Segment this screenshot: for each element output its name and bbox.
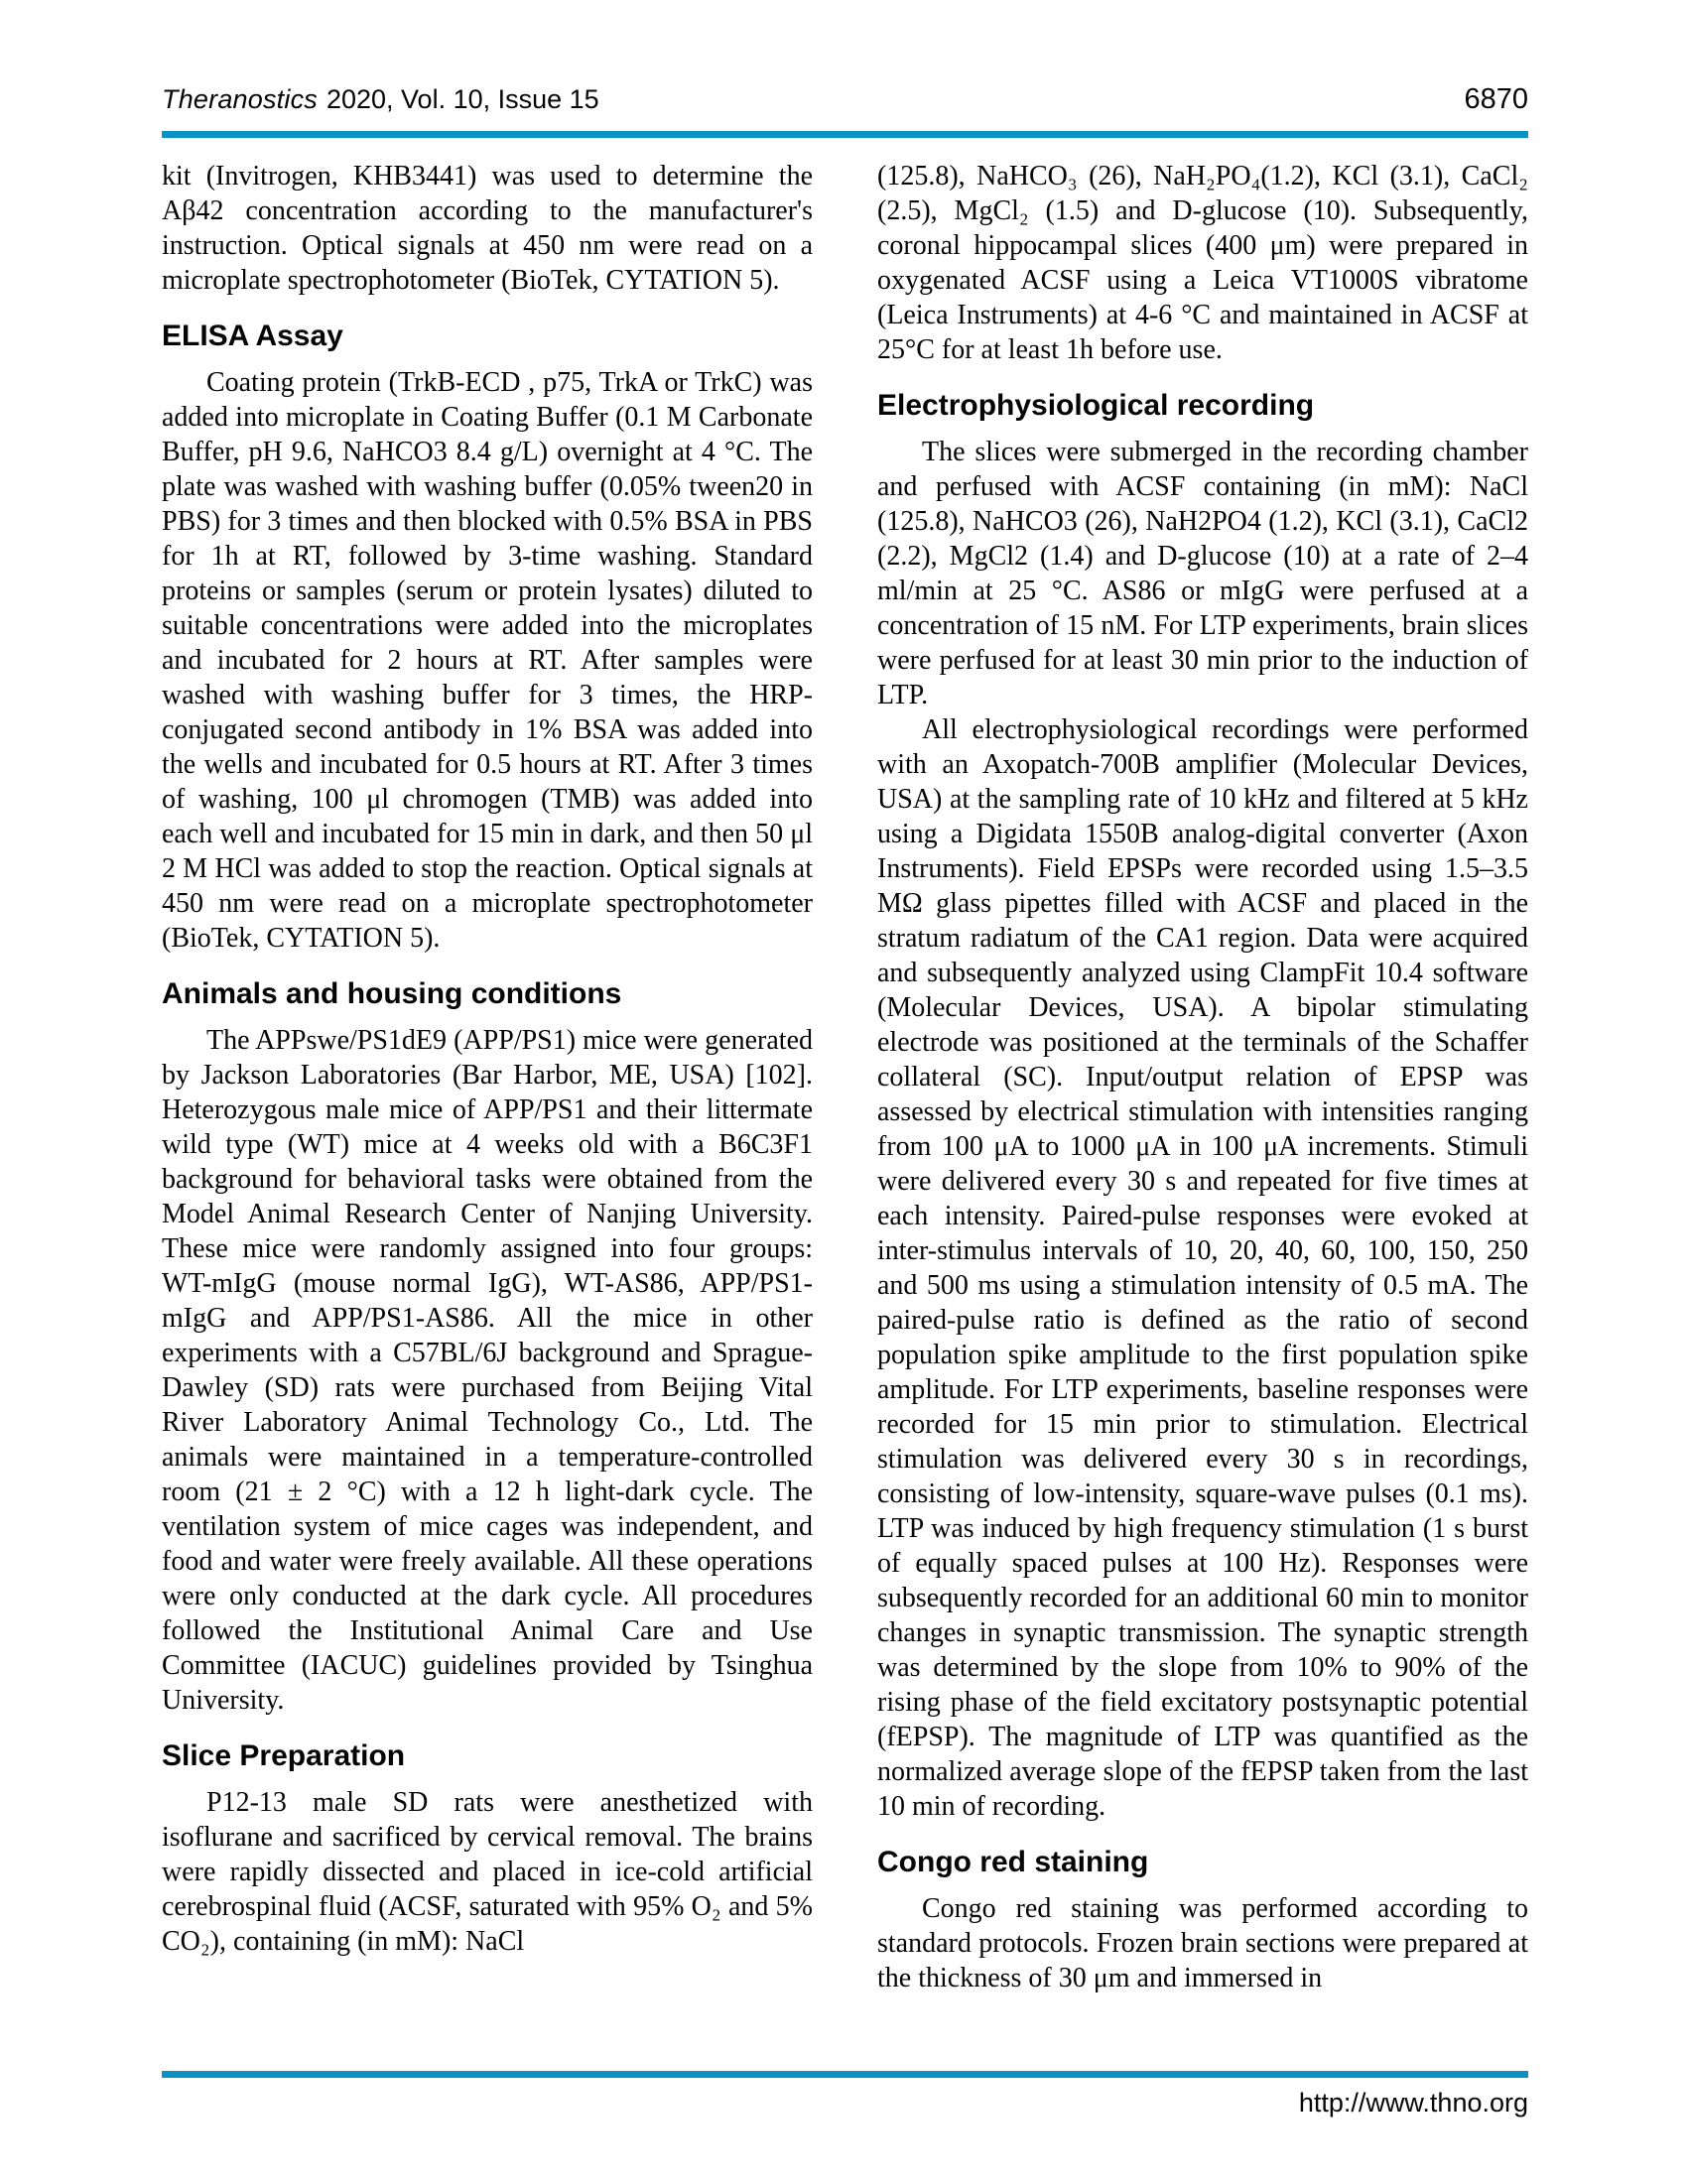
header-rule — [162, 131, 1528, 138]
footer-url: http://www.thno.org — [1298, 2088, 1528, 2118]
paragraph-ephys-recording-2: All electrophysiological recordings were performed with an Axopatch-700B amplifier (Molecular Devices, USA) at the sampling rate of 10 kHz and filtered at 5 kHz using a Digidata 1550B analog-digital converter (Axon Instruments). Field EPSPs were recorded using 1.5–3.5 MΩ glass pipettes filled with ACSF and placed in the stratum radiatum of the CA1 region. Data were acquired and subsequently analyzed using ClampFit 10.4 software (Molecular Devices, USA). A bipolar stimulating electrode was positioned at the terminals of the Schaffer collateral (SC). Input/output relation of EPSP was assessed by electrical stimulation with intensities ranging from 100 μA to 1000 μA in 100 μA increments. Stimuli were delivered every 30 s and repeated for five times at each intensity. Paired-pulse responses were evoked at inter-stimulus intervals of 10, 20, 40, 60, 100, 150, 250 and 500 ms using a stimulation intensity of 0.5 mA. The paired-pulse ratio is defined as the ratio of second population spike amplitude to the first population spike amplitude. For LTP experiments, baseline responses were recorded for 15 min prior to stimulation. Electrical stimulation was delivered every 30 s in recordings, consisting of low-intensity, square-wave pulses (0.1 ms). LTP was induced by high frequency stimulation (1 s burst of equally spaced pulses at 100 Hz). Responses were subsequently recorded for an additional 60 min to monitor changes in synaptic transmission. The synaptic strength was determined by the slope from 10% to 90% of the rising phase of the field excitatory postsynaptic potential (fEPSP). The magnitude of LTP was quantified as the normalized average slope of the fEPSP taken from the last 10 min of recording. — [877, 714, 1528, 1822]
journal-citation — [162, 84, 599, 115]
journal-issue: 2020, Vol. 10, Issue 15 — [325, 84, 599, 114]
column-right — [877, 159, 1528, 1995]
heading-slice-preparation: Slice Preparation — [162, 1739, 406, 1772]
paragraph-animals-housing: The APPswe/PS1dE9 (APP/PS1) mice were generated by Jackson Laboratories (Bar Harbor, ME, USA) [102]. Heterozygous male mice of APP/PS1 and their littermate wild type (WT) mice at 4 weeks old with a B6C3F1 background for behavioral tasks were obtained from the Model Animal Research Center of Nanjing University. These mice were randomly assigned into four groups: WT-mIgG (mouse normal IgG), WT-AS86, APP/PS1-mIgG and APP/PS1-AS86. All the mice in other experiments with a C57BL/6J background and Sprague-Dawley (SD) rats were purchased from Beijing Vital River Laboratory Animal Technology Co., Ltd. The animals were maintained in a temperature-controlled room (21 ± 2 °C) with a 12 h light-dark cycle. The ventilation system of mice cages was independent, and food and water were freely available. All these operations were only conducted at the dark cycle. All procedures followed the Institutional Animal Care and Use Committee (IACUC) guidelines provided by Tsinghua University. — [162, 1025, 813, 1716]
heading-electrophysiological-recording: Electrophysiological recording — [877, 389, 1315, 422]
heading-animals-housing: Animals and housing conditions — [162, 977, 622, 1010]
journal-title: Theranostics — [162, 84, 318, 114]
footer-rule — [162, 2071, 1528, 2078]
heading-elisa-assay: ELISA Assay — [162, 320, 343, 352]
paragraph-continued-from-left-column: (125.8), NaHCO₃ (26), NaH₂PO₄(1.2), KCl (3.1), CaCl₂ (2.5), MgCl₂ (1.5) and D-glucose (10). Subsequently, coronal hippocampal slices (400 μm) were prepared in oxygenated ACSF using a Leica VT1000S vibratome (Leica Instruments) at 4-6 °C and maintained in ACSF at 25°C for at least 1h before use. — [877, 161, 1528, 365]
paragraph-continued-from-previous-page: kit (Invitrogen, KHB3441) was used to determine the Aβ42 concentration according to the manufacturer's instruction. Optical signals at 450 nm were read on a microplate spectrophotometer (BioTek, CYTATION 5). — [162, 161, 813, 296]
paragraph-elisa-assay: Coating protein (TrkB-ECD , p75, TrkA or TrkC) was added into microplate in Coating Buffer (0.1 M Carbonate Buffer, pH 9.6, NaHCO3 8.4 g/L) overnight at 4 °C. The plate was washed with washing buffer (0.05% tween20 in PBS) for 3 times and then blocked with 0.5% BSA in PBS for 1h at RT, followed by 3-time washing. Standard proteins or samples (serum or protein lysates) diluted to suitable concentrations were added into the microplates and incubated for 2 hours at RT. After samples were washed with washing buffer for 3 times, the HRP-conjugated second antibody in 1% BSA was added into the wells and incubated for 0.5 hours at RT. After 3 times of washing, 100 μl chromogen (TMB) was added into each well and incubated for 15 min in dark, and then 50 μl 2 M HCl was added to stop the reaction. Optical signals at 450 nm were read on a microplate spectrophotometer (BioTek, CYTATION 5). — [162, 367, 813, 954]
page-number: 6870 — [1464, 83, 1528, 115]
page-header — [162, 83, 1528, 116]
column-left — [162, 159, 813, 1959]
paragraph-ephys-recording-1: The slices were submerged in the recording chamber and perfused with ACSF containing (in mM): NaCl (125.8), NaHCO3 (26), NaH2PO4 (1.2), KCl (3.1), CaCl2 (2.2), MgCl2 (1.4) and D-glucose (10) at a rate of 2–4 ml/min at 25 °C. AS86 or mIgG were perfused at a concentration of 15 nM. For LTP experiments, brain slices were perfused for at least 30 min prior to the induction of LTP. — [877, 437, 1528, 710]
heading-congo-red-staining: Congo red staining — [877, 1846, 1149, 1878]
paragraph-congo-red-staining: Congo red staining was performed according to standard protocols. Frozen brain sections were prepared at the thickness of 30 μm and immersed in — [877, 1893, 1528, 1993]
paragraph-slice-preparation: P12-13 male SD rats were anesthetized with isoflurane and sacrificed by cervical removal. The brains were rapidly dissected and placed in ice-cold artificial cerebrospinal fluid (ACSF, saturated with 95% O₂ and 5% CO₂), containing (in mM): NaCl — [162, 1787, 813, 1957]
